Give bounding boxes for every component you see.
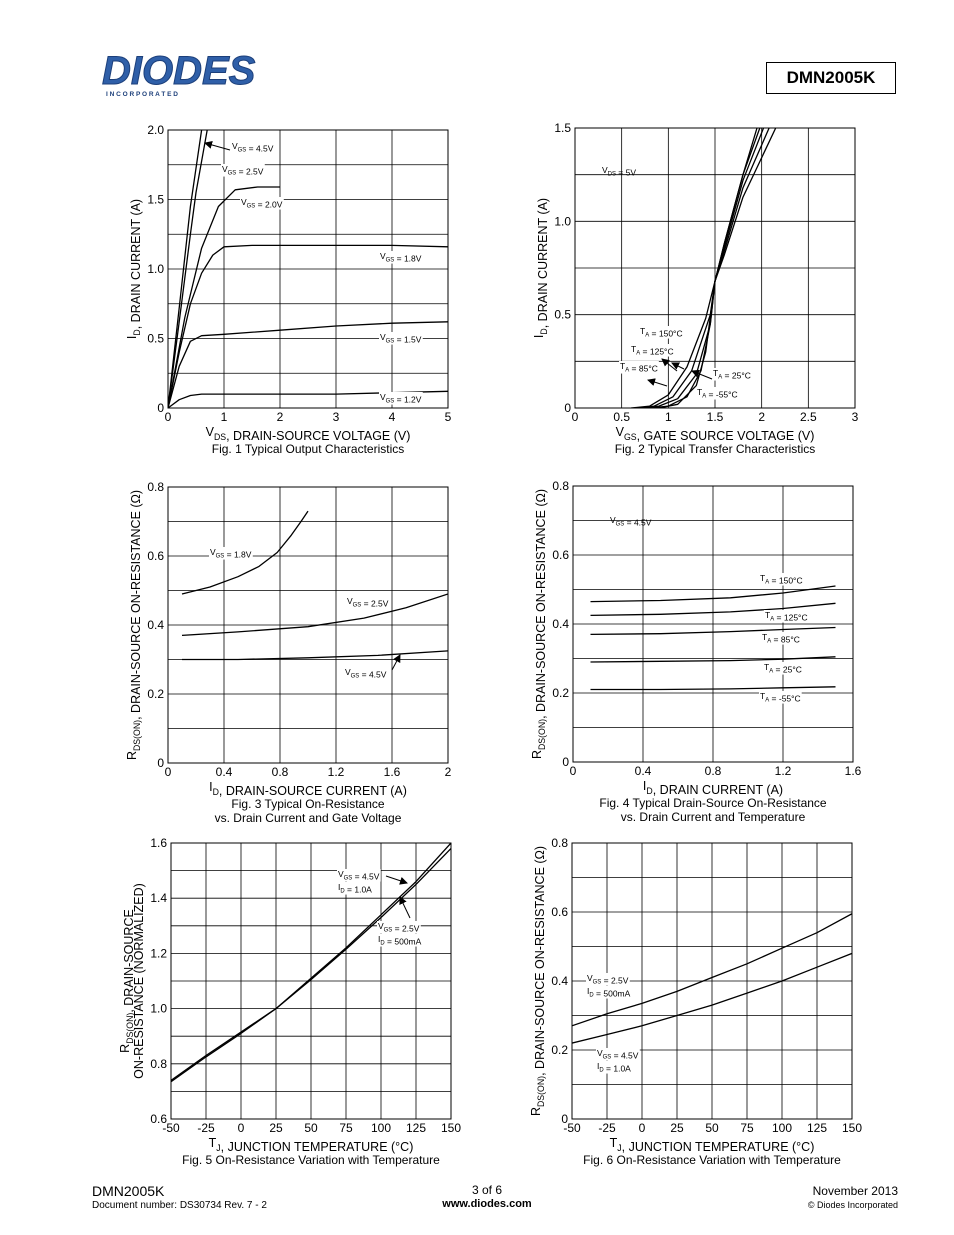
annotation-arrow [205,143,230,150]
x-tick-label: 2 [276,410,284,424]
figure-caption: Fig. 2 Typical Transfer Characteristics [614,442,816,456]
x-tick-label: 150 [440,1121,462,1135]
chart-1 [125,123,452,456]
x-tick-label: 0 [638,1121,646,1135]
series-label: $V_{GS} = 4.5V$ [597,1048,639,1061]
figure-caption: Fig. 5 On-Resistance Variation with Temperature [182,1153,440,1167]
footer-copyright: © Diodes Incorporated [807,1200,898,1210]
x-tick-label: 100 [370,1121,392,1135]
series-label: $I_D = 1.0A$ [597,1061,631,1074]
part-number-box: DMN2005K [766,62,896,94]
y-tick-label: 0.6 [147,549,164,563]
x-tick-label: 0 [164,765,172,779]
series-label: $T_A = 25^\circ C$ [764,662,802,675]
x-tick-label: 5 [444,410,452,424]
chart-4 [530,479,862,824]
chart-3 [125,480,452,825]
y-tick-label: 1.0 [147,262,164,276]
y-tick-label: 0 [564,401,571,415]
chart-condition: $V_{DS} = 5V$ [602,165,637,178]
x-tick-label: 1 [220,410,228,424]
figure-caption-line2: vs. Drain Current and Gate Voltage [214,811,402,825]
x-tick-label: 75 [740,1121,754,1135]
footer-doc-number: Document number: DS30734 Rev. 7 - 2 [92,1200,267,1211]
y-tick-label: 0.2 [147,687,164,701]
series-label: $T_A = 150^\circ C$ [640,326,683,339]
x-tick-label: 0 [569,764,577,778]
logo-wordmark: DIODES [102,50,256,93]
x-axis-label: $T_J$, JUNCTION TEMPERATURE (°C) [208,1136,414,1154]
y-tick-label: 1.5 [554,121,571,135]
series-label: $T_A = 150^\circ C$ [760,573,803,586]
x-tick-label: 1.2 [774,764,792,778]
series-label: $V_{GS} = 2.0V$ [241,197,283,210]
footer-page: 3 of 6 [471,1183,503,1197]
x-tick-label: 1 [664,410,672,424]
y-axis-label: $R_{DS(ON)}$, DRAIN-SOURCE ON-RESISTANCE (Ω) [530,488,548,760]
y-axis-label: $R_{DS(ON)}$, DRAIN-SOURCE ON-RESISTANCE (Ω) [125,489,143,761]
y-axis-label: $I_D$, DRAIN CURRENT (A) [532,197,550,339]
series-line [182,594,448,635]
y-axis-label-group [532,198,550,338]
x-axis-label: $I_D$, DRAIN-SOURCE CURRENT (A) [209,780,407,798]
x-tick-label: 0.4 [634,764,652,778]
series-label: $T_A = 25^\circ C$ [713,368,751,381]
footer-part: DMN2005K [92,1183,165,1199]
series-label: $T_A = 125^\circ C$ [631,344,674,357]
y-axis-label: $R_{DS(ON)}$, DRAIN-SOURCE ON-RESISTANCE (Ω) [529,845,547,1117]
x-tick-label: -50 [563,1121,581,1135]
x-tick-label: 2.5 [799,410,817,424]
series-line [168,245,448,408]
figure-caption-line2: vs. Drain Current and Temperature [620,810,806,824]
series-label: $V_{GS} = 4.5V$ [345,667,387,680]
series-label: $I_D = 500mA$ [378,934,422,947]
y-tick-label: 2.0 [147,123,164,137]
y-tick-label: 0 [561,1112,568,1126]
footer-website-link[interactable]: www.diodes.com [442,1198,532,1210]
y-axis-label-group [530,489,548,759]
y-tick-label: 0.2 [552,686,569,700]
y-tick-label: 1.4 [150,891,167,906]
x-tick-label: 100 [771,1121,793,1135]
x-tick-label: 0.8 [704,764,722,778]
series-label: $V_{GS} = 1.2V$ [380,392,422,405]
x-tick-label: 50 [705,1121,719,1135]
annotation-arrow [692,371,712,379]
annotation-arrow [400,897,410,918]
x-tick-label: 0 [571,410,579,424]
y-tick-label: 0.4 [552,617,569,631]
x-tick-label: 1.6 [383,765,401,779]
x-tick-label: 0 [237,1121,245,1135]
figure-caption: Fig. 1 Typical Output Characteristics [211,442,405,456]
y-tick-label: 1.6 [150,836,167,850]
x-tick-label: 0.8 [271,765,289,779]
series-label: $T_A = -55^\circ C$ [697,387,738,400]
x-tick-label: 3 [332,410,340,424]
figure-caption: Fig. 6 On-Resistance Variation with Temperature [583,1153,841,1167]
footer-date: November 2013 [812,1184,898,1198]
figure-caption: Fig. 4 Typical Drain-Source On-Resistance [599,796,827,810]
series-label: $I_D = 500mA$ [587,986,631,999]
series-label: $V_{GS} = 1.5V$ [380,332,422,345]
chart-2 [532,121,859,456]
y-tick-label: 0 [157,756,164,770]
series-label: $V_{GS} = 2.5V$ [378,921,420,934]
y-axis-label-group [125,490,143,760]
x-tick-label: 25 [269,1121,283,1135]
chart-condition: $V_{GS} = 4.5V$ [610,515,652,528]
chart-6 [529,836,862,1167]
x-tick-label: -25 [197,1121,215,1135]
x-tick-label: 0 [164,410,172,424]
y-axis-label-group [118,883,146,1079]
x-axis-label: $I_D$, DRAIN CURRENT (A) [642,779,784,797]
annotation-arrow [648,380,667,386]
y-tick-label: 0.6 [551,905,568,919]
x-tick-label: 75 [339,1121,353,1135]
annotation-arrow [662,359,677,371]
series-label: $V_{GS} = 4.5V$ [338,869,380,882]
y-axis-label: $R_{DS(ON)}$, DRAIN-SOURCE [118,909,136,1053]
x-tick-label: 1.2 [327,765,345,779]
x-tick-label: 0.5 [613,410,631,424]
y-tick-label: 0.5 [554,307,571,322]
x-tick-label: 2 [444,765,452,779]
y-tick-label: 1.5 [147,192,164,207]
x-tick-label: 25 [670,1121,684,1135]
y-tick-label: 0.6 [552,548,569,562]
series-label: $V_{GS} = 4.5V$ [232,141,274,154]
series-line [182,651,448,660]
annotation-arrow [386,876,407,883]
logo-subtitle: I N C O R P O R A T E D [106,91,178,98]
y-axis-label-line2: ON-RESISTANCE (NORMALIZED) [132,883,146,1079]
y-tick-label: 0.5 [147,331,164,346]
y-tick-label: 0.6 [150,1112,167,1126]
y-tick-label: 0.4 [551,974,568,988]
series-label: $V_{GS} = 2.5V$ [347,596,389,609]
y-tick-label: 1.2 [150,946,167,961]
series-label: $I_D = 1.0A$ [338,882,372,895]
x-tick-label: -50 [162,1121,180,1135]
y-tick-label: 0.8 [147,480,164,494]
y-tick-label: 0 [157,401,164,415]
series-label: $T_A = 85^\circ C$ [762,632,800,645]
y-tick-label: 1.0 [150,1001,167,1016]
x-tick-label: -25 [598,1121,616,1135]
y-tick-label: 0.8 [552,479,569,493]
y-tick-label: 0.4 [147,618,164,632]
series-label: $T_A = -55^\circ C$ [760,691,801,704]
y-axis-label-group [125,199,143,339]
x-tick-label: 50 [304,1121,318,1135]
y-axis-label: $I_D$, DRAIN CURRENT (A) [125,198,143,340]
y-tick-label: 0.2 [551,1043,568,1057]
y-axis-label-group [529,846,547,1116]
y-tick-label: 0 [562,755,569,769]
y-tick-label: 1.0 [554,214,571,229]
x-tick-label: 4 [388,410,396,424]
series-label: $T_A = 125^\circ C$ [765,610,808,623]
y-tick-label: 0.8 [551,836,568,850]
series-label: $V_{GS} = 1.8V$ [210,547,252,560]
x-tick-label: 125 [405,1121,427,1135]
series-label: $V_{GS} = 2.5V$ [222,164,264,177]
y-tick-label: 0.8 [150,1056,167,1071]
x-tick-label: 125 [806,1121,828,1135]
x-tick-label: 1.6 [844,764,862,778]
series-label: $V_{GS} = 2.5V$ [587,973,629,986]
x-axis-label: $V_{GS}$, GATE SOURCE VOLTAGE (V) [615,425,815,443]
series-label: $T_A = 85^\circ C$ [620,361,658,374]
x-tick-label: 3 [851,410,859,424]
series-label: $V_{GS} = 1.8V$ [380,251,422,264]
x-axis-label: $V_{DS}$, DRAIN-SOURCE VOLTAGE (V) [205,425,411,443]
x-tick-label: 2 [758,410,766,424]
figure-caption: Fig. 3 Typical On-Resistance [231,797,385,811]
annotation-arrow [392,655,400,670]
x-tick-label: 150 [841,1121,863,1135]
x-tick-label: 0.4 [215,765,233,779]
x-tick-label: 1.5 [706,410,724,424]
x-axis-label: $T_J$, JUNCTION TEMPERATURE (°C) [609,1136,815,1154]
chart-5 [118,836,461,1167]
